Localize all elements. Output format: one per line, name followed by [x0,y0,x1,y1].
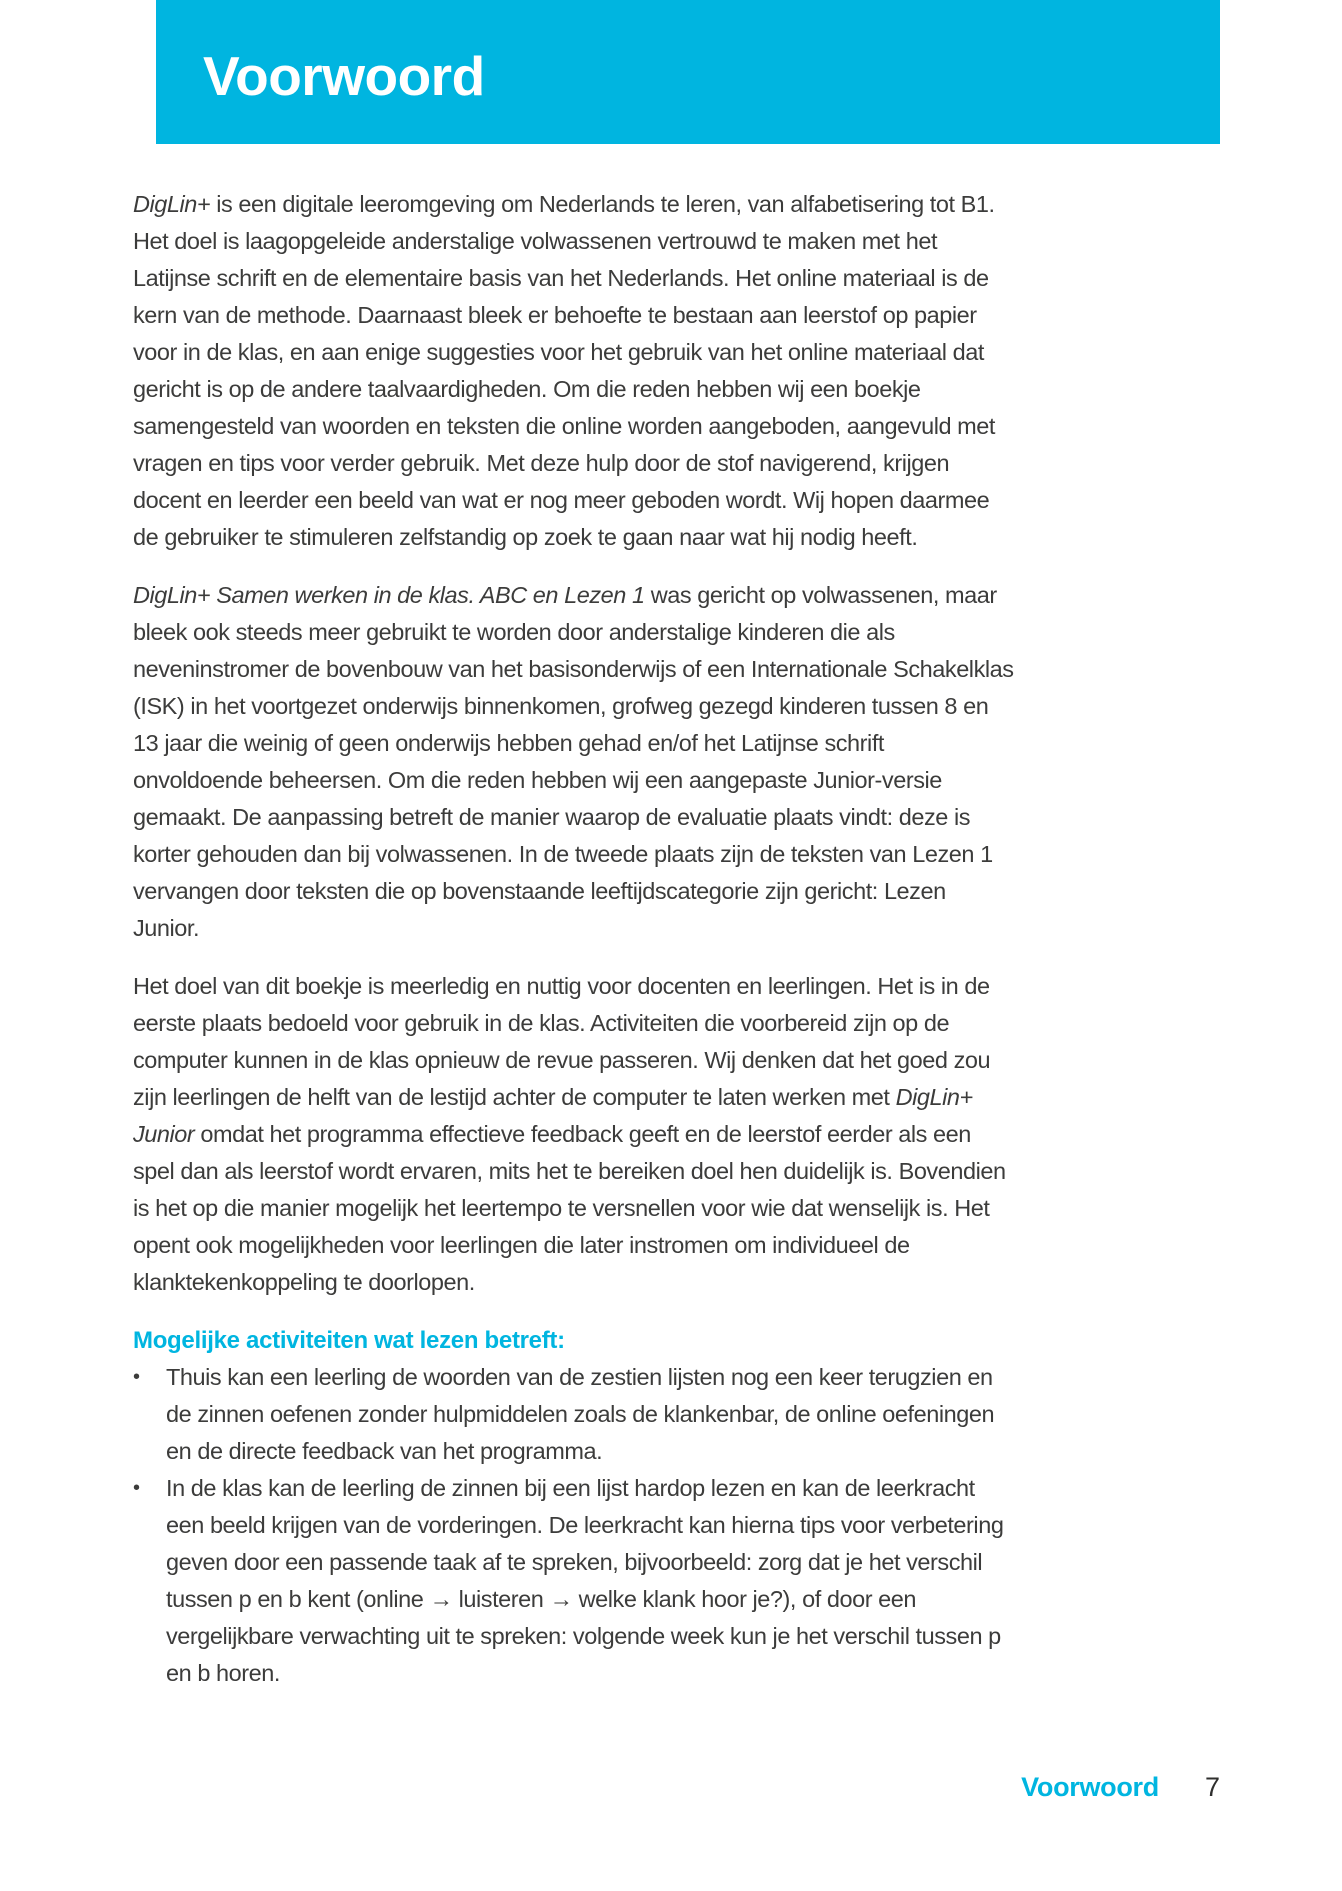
text-run: Het doel van dit boekje is meerledig en nuttig voor docenten en leerlingen. Het is in de eerste plaats bedoeld voor gebruik in de klas. Activiteiten die voorbereid zijn op de computer kunnen in de klas opnieuw de revue passeren. Wij denken dat het goed zou zijn leerlingen de helft van de lestijd achter de computer te laten werken met [133,973,991,1110]
page-footer [156,1769,1220,1806]
bullet-icon: • [133,1477,140,1499]
bullet-icon: • [133,1366,140,1388]
italic-text-run: DigLin+ Samen werken in de klas. ABC en Lezen 1 [133,582,645,608]
text-run: was gericht op volwassenen, maar bleek ook steeds meer gebruikt te worden door anderstalige kinderen die als neveninstromer de bovenbouw van het basisonderwijs of een Internationale Schakelklas (ISK) in het voortgezet onderwijs binnenkomen, grofweg gezegd kinderen tussen 8 en 13 jaar die weinig of geen onderwijs hebben gehad en/of het Latijnse schrift onvoldoende beheersen. Om die reden hebben wij een aangepaste Junior-versie gemaakt. De aanpassing betreft de manier waarop de evaluatie plaats vindt: deze is korter gehouden dan bij volwassenen. In de tweede plaats zijn de teksten van Lezen 1 vervangen door teksten die op bovenstaande leeftijdscategorie zijn gericht: Lezen Junior. [133,582,1014,941]
bullet-list [133,1359,1017,1692]
text-run: In de klas kan de leerling de zinnen bij een lijst hardop lezen en kan de leerkracht een beeld krijgen van de vorderingen. De leerkracht kan hierna tips voor verbetering geven door een passende taak af te spreken, bijvoorbeeld: zorg dat je het verschil tussen p en b kent (online → luisteren → welke klank hoor je?), of door een vergelijkbare verwachting uit te spreken: volgende week kun je het verschil tussen p en b horen. [166,1475,1004,1686]
italic-text-run: DigLin+ Junior [133,1084,973,1147]
body-text [133,186,1017,1692]
footer-chapter-label: Voorwoord [1021,1772,1159,1802]
paragraphs-container [133,186,1017,1301]
text-run: Thuis kan een leerling de woorden van de zestien lijsten nog een keer terugzien en de zinnen oefenen zonder hulpmiddelen zoals de klankenbar, de online oefeningen en de directe feedback van het programma. [166,1364,995,1464]
paragraph [133,577,1017,947]
bullet-text [166,1359,1017,1470]
text-run: is een digitale leeromgeving om Nederlands te leren, van alfabetisering tot B1. Het doel is laagopgeleide anderstalige volwassenen vertrouwd te maken met het Latijnse schrift en de elementaire basis van het Nederlands. Het online materiaal is de kern van de methode. Daarnaast bleek er behoefte te bestaan aan leerstof op papier voor in de klas, en aan enige suggesties voor het gebruik van het online materiaal dat gericht is op de andere taalvaardigheden. Om die reden hebben wij een boekje samengesteld van woorden en teksten die online worden aangeboden, aangevuld met vragen en tips voor verder gebruik. Met deze hulp door de stof navigerend, krijgen docent en leerder een beeld van wat er nog meer geboden wordt. Wij hopen daarmee de gebruiker te stimuleren zelfstandig op zoek te gaan naar wat hij nodig heeft. [133,191,996,550]
italic-text-run: DigLin+ [133,191,211,217]
text-run: omdat het programma effectieve feedback geeft en de leerstof eerder als een spel dan als leerstof wordt ervaren, mits het te bereiken doel hen duidelijk is. Bovendien is het op die manier mogelijk het leertempo te versnellen voor wie dat wenselijk is. Het opent ook mogelijkheden voor leerlingen die later instromen om individueel de klanktekenkoppeling te doorlopen. [133,1121,1006,1295]
section-heading: Mogelijke activiteiten wat lezen betreft: [133,1327,565,1354]
bullet-text [166,1470,1017,1692]
chapter-header-banner [156,0,1220,144]
paragraph [133,968,1017,1301]
page-title: Voorwoord [203,44,485,107]
bullet-item [133,1359,1017,1470]
bullet-item [133,1470,1017,1692]
footer-page-number: 7 [1204,1772,1220,1802]
paragraph [133,186,1017,556]
